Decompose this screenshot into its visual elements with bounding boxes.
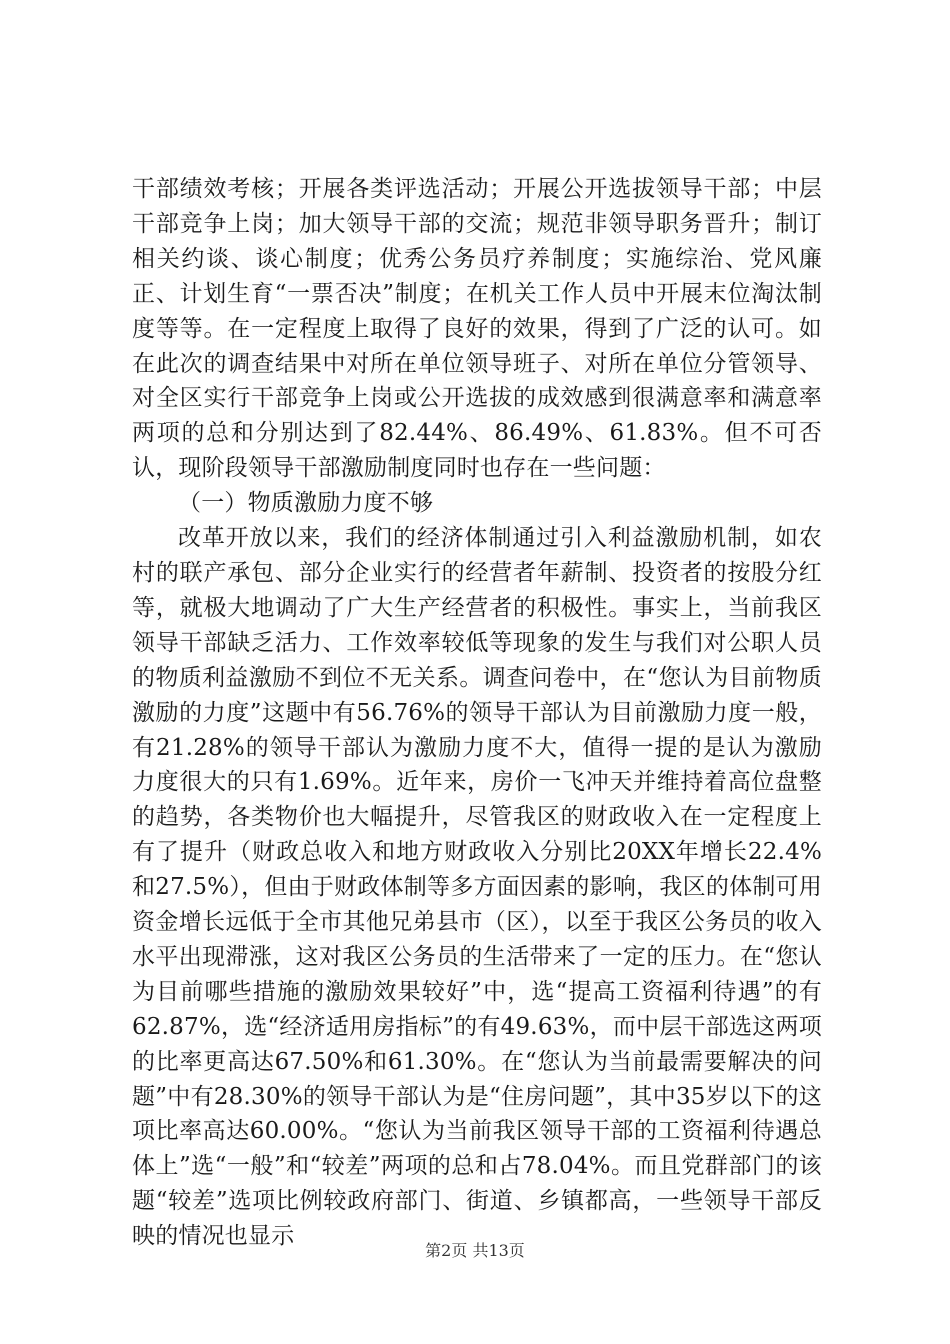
- section-heading: （一）物质激励力度不够: [178, 490, 434, 517]
- paragraph-material-incentive: 改革开放以来，我们的经济体制通过引入利益激励机制，如农村的联产承包、部分企业实行的经营者年薪制、投资者的按股分红等，就极大地调动了广大生产经营者的积极性。事实上，当前我区领导干部缺乏活力、工作效率较低等现象的发生与我们对公职人员的物质利益激励不到位不无关系。调查问卷中，在“您认为目前物质激励的力度”这题中有56.76%的领导干部认为目前激励力度一般，有21.28%的领导干部认为激励力度不大，值得一提的是认为激励力度很大的只有1.69%。近年来，房价一飞冲天并维持着高位盘整的趋势，各类物价也大幅提升，尽管我区的财政收入在一定程度上有了提升（财政总收入和地方财政收入分别比20XX年增长22.4%和27.5%），但由于财政体制等多方面因素的影响，我区的体制可用资金增长远低于全市其他兄弟县市（区），以至于我区公务员的收入水平出现滞涨，这对我区公务员的生活带来了一定的压力。在“您认为目前哪些措施的激励效果较好”中，选“提高工资福利待遇”的有62.87%，选“经济适用房指标”的有49.63%，而中层干部选这两项的比率更高达67.50%和61.30%。在“您认为当前最需要解决的问题”中有28.30%的领导干部认为是“住房问题”，其中35岁以下的这项比率高达60.00%。“您认为当前我区领导干部的工资福利待遇总体上”选“一般”和“较差”两项的总和占78.04%。而且党群部门的该题“较差”选项比例较政府部门、街道、乡镇都高，一些领导干部反映的情况也显示: [132, 525, 822, 1250]
- document-body: [132, 172, 822, 1254]
- paragraph-continuation: 干部绩效考核；开展各类评选活动；开展公开选拔领导干部；中层干部竞争上岗；加大领导干部的交流；规范非领导职务晋升；制订相关约谈、谈心制度；优秀公务员疗养制度；实施综治、党风廉正、计划生育“一票否决”制度；在机关工作人员中开展末位淘汰制度等等。在一定程度上取得了良好的效果，得到了广泛的认可。如在此次的调查结果中对所在单位领导班子、对所在单位分管领导、对全区实行干部竞争上岗或公开选拔的成效感到很满意率和满意率两项的总和分别达到了82.44%、86.49%、61.83%。但不可否认，现阶段领导干部激励制度同时也存在一些问题：: [132, 176, 822, 482]
- page-footer: 第2页 共13页: [425, 1241, 525, 1260]
